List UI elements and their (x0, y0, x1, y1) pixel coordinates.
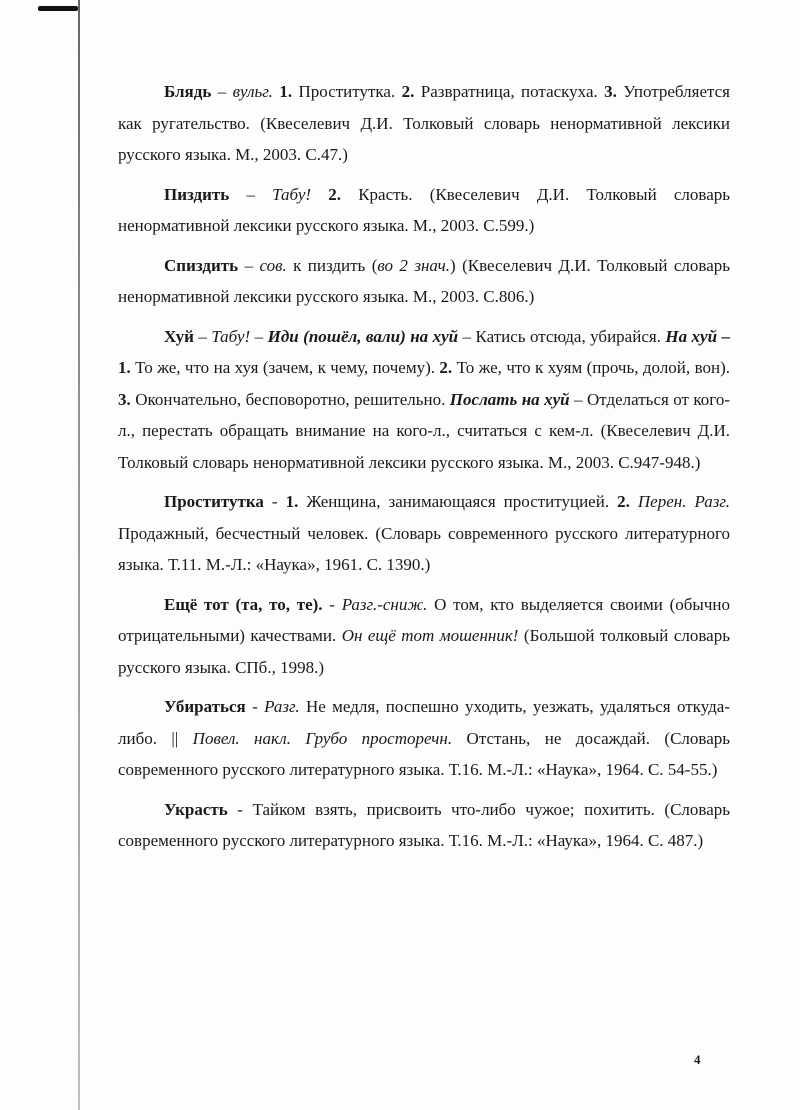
dictionary-entries (118, 76, 730, 865)
page-number: 4 (694, 1052, 701, 1067)
entry-eshche-tot (118, 589, 730, 684)
entry-text: Окончательно, бесповоротно, решительно. (130, 389, 450, 409)
entry-label: Табу! (211, 326, 251, 346)
entry-text: Не медля, поспешно уходить, уезжать, удаляться откуда-либо. || (118, 697, 730, 748)
entry-label: Разг. (264, 697, 300, 716)
entry-headword: Спиздить (164, 255, 239, 275)
entry-khuy (118, 321, 730, 479)
entry-text: – (229, 184, 273, 204)
entry-text: (Большой толковый словарь русского языка. СПб., 1998.) (118, 626, 730, 677)
entry-text: – (238, 255, 260, 275)
entry-text: Красть. (Квеселевич Д.И. Толковый словарь ненормативной лексики русского языка. М., 2003. С.599.) (118, 184, 731, 235)
entry-phrase: На хуй (665, 326, 718, 346)
entry-text: – (193, 326, 212, 346)
entry-headword: Ещё тот (та, то, те). (164, 594, 323, 614)
entry-headword: Блядь (164, 82, 212, 101)
entry-text: Проститутка. (292, 82, 402, 101)
sense-number: 1. (272, 82, 293, 101)
entry-phrase: Послать на хуй (449, 389, 570, 409)
sense-number: 2. (439, 358, 453, 377)
entry-text: Женщина, занимающаяся проституцией. (298, 492, 618, 511)
entry-text: Продажный, бесчестный человек. (Словарь современного русского литературного языка. Т.11. М.-Л.: «Наука», 1961. С. 1390.) (118, 523, 730, 574)
entry-phrase: Иди (пошёл, вали) на хуй (267, 326, 459, 346)
sense-number: 2. (401, 82, 415, 101)
entry-text: То же, что к хуям (прочь, долой, вон). (452, 358, 730, 377)
sense-number: 3. (118, 389, 131, 409)
entry-prostitutka (118, 486, 730, 581)
entry-text: - (263, 492, 286, 511)
entry-label: Перен. Разг. (637, 492, 730, 511)
entry-spizdit (118, 250, 730, 313)
entry-headword: Пиздить (164, 184, 230, 204)
entry-text (630, 492, 638, 511)
entry-text: О том, кто выделяется своими (обычно отрицательными) качествами. (118, 594, 730, 645)
sense-number: – 1. (118, 326, 731, 377)
entry-label: вульг. (232, 82, 273, 101)
entry-headword: Украсть (164, 799, 228, 819)
entry-label: сов. (259, 255, 287, 275)
sense-number: 1. (285, 492, 299, 511)
sense-number: 2. (311, 184, 341, 204)
entry-blyad (118, 76, 730, 171)
entry-label: Разг.-сниж. (341, 594, 428, 614)
scan-artifact-edge-line (78, 0, 80, 1110)
entry-text: ) (Квеселевич Д.И. Толковый словарь ненормативной лексики русского языка. М., 2003. С.806.) (118, 255, 731, 306)
entry-headword: Хуй (164, 326, 194, 346)
entry-text: - (245, 697, 265, 716)
entry-headword: Убираться (164, 697, 246, 716)
entry-text: к пиздить ( (286, 255, 378, 275)
entry-ubiratsya (118, 691, 730, 786)
scan-artifact-mark (38, 6, 78, 11)
entry-text: Развратница, потаскуха. (414, 82, 605, 101)
entry-label: Повел. накл. Грубо просторечн. (192, 728, 453, 748)
entry-text: – (250, 326, 268, 346)
entry-text: Употребляется как ругательство. (Квеселевич Д.И. Толковый словарь ненормативной лексики русского языка. М., 2003. С.47.) (118, 82, 730, 164)
entry-label: во 2 знач. (377, 255, 451, 275)
entry-text: – Катись отсюда, убирайся. (458, 326, 666, 346)
sense-number: 3. (604, 82, 617, 101)
sense-number: 2. (617, 492, 630, 511)
entry-text: - Тайком взять, присвоить что-либо чужое; похитить. (Словарь современного русского литературного языка. Т.16. М.-Л.: «Наука», 1964. С. 487.) (118, 799, 730, 850)
entry-headword: Проститутка (164, 492, 264, 511)
entry-example: Он ещё тот мошенник! (341, 626, 519, 645)
entry-text: - (322, 594, 342, 614)
entry-label: Табу! (272, 184, 312, 204)
entry-pizdit (118, 179, 730, 242)
entry-text: Отстань, не досаждай. (Словарь современного русского литературного языка. Т.16. М.-Л.: «Наука», 1964. С. 54-55.) (118, 728, 730, 779)
entry-text: То же, что на хуя (зачем, к чему, почему). (130, 358, 440, 377)
entry-ukrast (118, 794, 730, 857)
entry-text: – (211, 82, 233, 101)
entry-text: – Отделаться от кого-л., перестать обращать внимание на кого-л., считаться с кем-л. (Квеселевич Д.И. Толковый словарь ненормативной лексики русского языка. М., 2003. С.947-948.) (118, 389, 730, 472)
